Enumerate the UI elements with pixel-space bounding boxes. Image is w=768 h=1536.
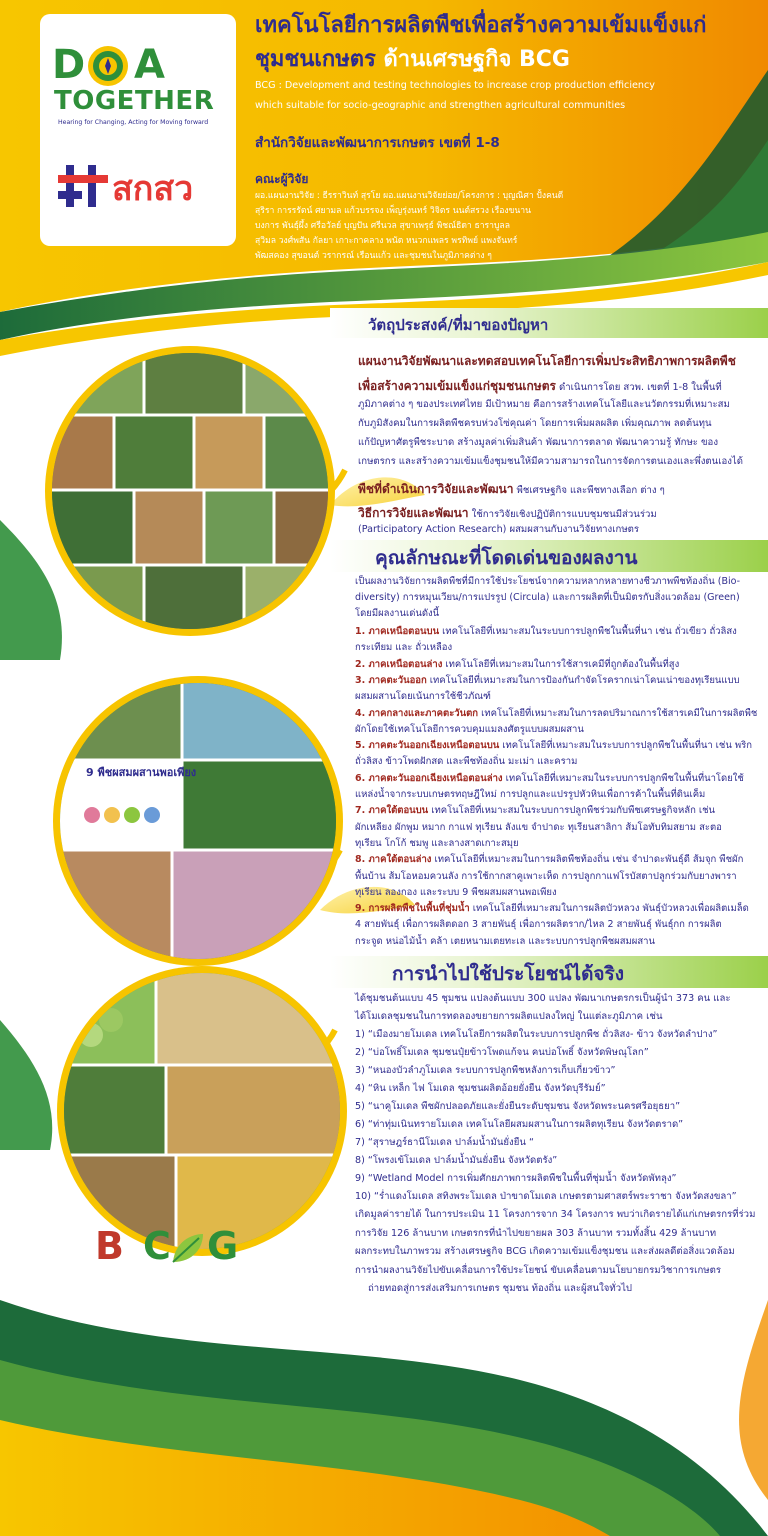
applications-heading: การนำไปใช้ประโยชน์ได้จริง bbox=[392, 963, 625, 985]
feature-item-line bbox=[355, 852, 755, 868]
features-heading: คุณลักษณะที่โดดเด่นของผลงาน bbox=[375, 547, 638, 569]
impact-line: การวิจัย 126 ล้านบาท เกษตรกรที่นำไปขยายผล 303 ล้านบาท รวมทั้งสิ้น 429 ล้านบาท bbox=[355, 1227, 717, 1239]
organization-name: สำนักวิจัยและพัฒนาการเกษตร เขตที่ 1-8 bbox=[255, 135, 500, 151]
feature-item-label: 5. ภาคตะวันออกเฉียงเหนือตอนบน bbox=[355, 740, 500, 752]
bcg-letter-b: B bbox=[95, 1224, 124, 1268]
tsri-mark-icon bbox=[58, 161, 108, 211]
feature-item-text: เทคโนโลยีที่เหมาะสมในระบบการปลูกพืชในพื้นที่นาโดยใช้ bbox=[502, 772, 744, 784]
feature-item-line bbox=[355, 722, 755, 738]
feature-item-text: เทคโนโลยีที่เหมาะสมในการผลิตบัวหลวง พันธุ์บัวหลวงเพื่อผลิตเมล็ด bbox=[469, 903, 749, 915]
feature-item-line bbox=[355, 869, 755, 885]
feature-item-line bbox=[355, 640, 755, 656]
objective-body-line: แก้ปัญหาศัตรูพืชระบาด สร้างมูลค่าเพิ่มสินค้า พัฒนาการตลาด พัฒนาความรู้ ทักษะ ของ bbox=[358, 437, 718, 448]
feature-item-text: 4 สายพันธุ์ เพื่อการผลิตดอก 3 สายพันธุ์ เพื่อการผลิตราก/ไหล 2 สายพันธุ์ พันธุ์กก การผลิต bbox=[355, 919, 722, 931]
crops-text: พืชเศรษฐกิจ และพืชทางเลือก ต่าง ๆ bbox=[513, 485, 665, 496]
feature-item-label: 1. ภาคเหนือตอนบน bbox=[355, 626, 440, 637]
crops-label: พืชที่ดำเนินการวิจัยและพัฒนา bbox=[358, 482, 514, 496]
doa-letter-d: D bbox=[52, 42, 86, 88]
feature-item-text: เทคโนโลยีที่เหมาะสมในระบบการปลูกพืชในพื้นที่นา เช่น พริก bbox=[499, 740, 753, 752]
feature-item-line bbox=[355, 771, 755, 787]
team-line: ผอ.แผนงานวิจัย : ธีรราวินท์ สุรโย ผอ.แผนงานวิจัยย่อย/โครงการ : บุญณิศา ปั้งคนดี bbox=[255, 191, 564, 201]
feature-item-text: กระจูด หน่อไม้น้ำ คล้า เตยหนามเตยทะเล และระบบการปลูกพืชผสมผสาน bbox=[355, 935, 656, 947]
feature-item-text: ทุเรียน โกโก้ ชมพู และลางสาดเกาะสมุย bbox=[355, 837, 519, 849]
community-model-item: 7) “สุราษฎร์ธานีโมเดล ปาล์มน้ำมันยั่งยืน “ bbox=[355, 1137, 534, 1148]
feature-item-line bbox=[355, 754, 755, 770]
bcg-logo bbox=[95, 1224, 265, 1274]
community-model-item: 6) “ท่าทุ่มเนินทรายโมเดล เทคโนโลยีผสมผสานในการผลิตทุเรียน จังหวัดตราด” bbox=[355, 1119, 684, 1130]
feature-item-text: ผักโดยใช้เทคโนโลยีการควบคุมแมลงศัตรูแบบผสมผสาน bbox=[355, 723, 584, 735]
poster-9-crops-label: 9 พืชผสมผสานพอเพียง bbox=[86, 766, 197, 779]
feature-item-text: เทคโนโลยีที่เหมาะสมในระบบการปลูกพืชร่วมกับพืชเศรษฐกิจหลัก เช่น bbox=[428, 805, 716, 817]
feature-item-line bbox=[355, 738, 755, 754]
feature-item-line bbox=[355, 917, 755, 933]
feature-item-label: 8. ภาคใต้ตอนล่าง bbox=[355, 854, 432, 866]
objective-lead-2 bbox=[358, 375, 722, 397]
features-intro-line: diversity) การหมุนเวียน/การแปรรูป (Circula) และการผลิตที่เป็นมิตรกับสิ่งแวดล้อม (Green) bbox=[355, 592, 740, 603]
community-model-item: 4) “หิน เหล็ก ไฟ โมเดล ชุมชนผลิตอ้อยยั่งยืน จังหวัดบุรีรัมย์” bbox=[355, 1083, 606, 1094]
poster-title-line1: เทคโนโลยีการผลิตพืชเพื่อสร้างความเข้มแข็งแก่ bbox=[255, 13, 707, 38]
feature-item-text: แหล่งน้ำจากระบบเกษตรทฤษฎีใหม่ การปลูกและแปรรูปหัวหินเพื่อการค้าในพื้นที่ดินเค็ม bbox=[355, 789, 706, 800]
photo-circle-1 bbox=[44, 345, 336, 637]
feature-item-line bbox=[355, 934, 755, 950]
feature-item-label: 6. ภาคตะวันออกเฉียงเหนือตอนล่าง bbox=[355, 772, 503, 784]
applications-intro-line: ได้โมเดลชุมชนในการทดลองขยายการผลิตแปลงใหญ่ ในแต่ละภูมิภาค เช่น bbox=[355, 1011, 663, 1022]
doa-letter-a: A bbox=[134, 42, 165, 88]
objective-lead-2-tail: ดำเนินการโดย สวพ. เขตที่ 1-8 ในพื้นที่ bbox=[555, 382, 722, 393]
community-model-item: 9) “Wetland Model การเพิ่มศักยภาพการผลิตพืชในพื้นที่ชุ่มน้ำ จังหวัดพัทลุง” bbox=[355, 1173, 677, 1184]
feature-item-text: ถั่วลิสง ข้าวโพดฝักสด และพืชท้องถิ่น มะเม่า และคราม bbox=[355, 756, 578, 768]
poster-title-bcg: ด้านเศรษฐกิจ BCG bbox=[383, 47, 570, 72]
objective-body-line: กับภูมิสังคมในการผลิตพืชครบห่วงโซ่คุณค่า โดยการเพิ่มผลผลิต เพิ่มคุณภาพ ลดต้นทุน bbox=[358, 418, 712, 429]
tsri-logo bbox=[58, 157, 228, 217]
feature-item-label: 2. ภาคเหนือตอนล่าง bbox=[355, 658, 443, 670]
bcg-leaf-icon bbox=[169, 1230, 205, 1266]
feature-item-line bbox=[355, 624, 755, 640]
team-line: พัฒสคอง สุขอนต์ วรากรณ์ เรือนแก้ว และชุมชนในภูมิภาคต่าง ๆ bbox=[255, 251, 492, 261]
research-team-heading: คณะผู้วิจัย bbox=[255, 172, 309, 186]
doa-seal-icon bbox=[86, 44, 130, 88]
doa-together-logo bbox=[52, 42, 232, 90]
feature-item-text: ผักเหลียง ผักพูม หมาก กาแฟ ทุเรียน ลังแข จำปาดะ ทุเรียนสาลิกา ส้มโอทับทิมสยาม สะตอ bbox=[355, 821, 722, 833]
team-line: สุริรา การรรัตน์ ศยามล แก้วบรรจง เพ็ญรุ่งนทร์ วิจิตร นนต์สรวง เรืองขนาน bbox=[255, 206, 532, 216]
team-line: บงการ พันธุ์ผึ้ง ศรีอวัลย์ บุญปัน ศรีนวล สุขาเพรุธ์ พิชณ์ธิดา ธาราบูลล bbox=[255, 221, 510, 231]
feature-item-text: เทคโนโลยีที่เหมาะสมในการลดปริมาณการใช้สารเคมีในการผลิตพืช bbox=[478, 707, 758, 719]
community-model-item: 2) “บ่อโพธิ์โมเดล ชุมชนปุ๋ยข้าวโพดแก้จน คนบ่อโพธิ์ จังหวัดพิษณุโลก” bbox=[355, 1047, 649, 1058]
method-label: วิธีการวิจัยและพัฒนา bbox=[358, 506, 469, 520]
features-intro-line: โดยมีผลงานเด่นดังนี้ bbox=[355, 608, 440, 619]
objective-lead-2-bold: เพื่อสร้างความเข้มแข็งแก่ชุมชนเกษตร bbox=[358, 379, 556, 393]
feature-item-text: กระเทียม และ ถั่วเหลือง bbox=[355, 642, 453, 654]
objective-body-line: ภูมิภาคต่าง ๆ ของประเทศไทย มีเป้าหมาย คือการสร้างเทคโนโลยีและนวัตกรรมที่เหมาะสม bbox=[358, 399, 730, 410]
photo-circle-2 bbox=[52, 675, 344, 967]
feature-item-text: พื้นบ้าน ส้มโอหอมควนลัง การใช้กากสาคูเพาะเห็ด การปลูกกาแฟโรบัสตาปลูกร่วมกับยางพารา bbox=[355, 870, 737, 882]
together-wordmark: TOGETHER bbox=[54, 86, 215, 116]
poster-title-line2 bbox=[255, 46, 570, 74]
crops-line bbox=[358, 478, 665, 500]
feature-item-line bbox=[355, 673, 755, 689]
bcg-letter-g: G bbox=[207, 1224, 239, 1268]
method-text: ใช้การวิจัยเชิงปฏิบัติการแบบชุมชนมีส่วนร่วม bbox=[468, 509, 657, 520]
bcg-letter-c: C bbox=[143, 1224, 171, 1268]
feature-item-line bbox=[355, 885, 755, 901]
feature-item-text: เทคโนโลยีที่เหมาะสมในการใช้สารเคมีที่ถูกต้องในพื้นที่สูง bbox=[442, 658, 680, 670]
impact-line: ผลกระทบในภาพรวม สร้างเศรษฐกิจ BCG เกิดความเข้มแข็งชุมชน และส่งผลดีต่อสิ่งแวดล้อม bbox=[355, 1246, 735, 1257]
feature-item-text: ผสมผสานโดยเน้นการใช้ชีวภัณฑ์ bbox=[355, 691, 491, 703]
method-line bbox=[358, 502, 657, 524]
feature-item-line bbox=[355, 820, 755, 836]
subtitle-en-line2: which suitable for socio-geographic and strengthen agricultural communities bbox=[255, 100, 626, 111]
feature-item-line bbox=[355, 787, 755, 803]
impact-line: การนำผลงานวิจัยไปขับเคลื่อนการใช้ประโยชน์ ขับเคลื่อนตามนโยบายกรมวิชาการเกษตร bbox=[355, 1264, 721, 1276]
feature-item-text: ทุเรียน ลองกอง และระบบ 9 พืชผสมผสานพอเพียง bbox=[355, 886, 557, 898]
feature-item-label: 3. ภาคตะวันออก bbox=[355, 674, 427, 686]
team-line: สุวิมล วงศ์พสัน กัลยา เกาะกาคลาง พนัด หนวกแพลร พรทิพย์ แพงจันทร์ bbox=[255, 236, 518, 246]
photo-circle-3 bbox=[56, 965, 348, 1257]
feature-item-label: 4. ภาคกลางและภาคตะวันตก bbox=[355, 707, 479, 719]
feature-item-line bbox=[355, 706, 758, 722]
feature-item-label: 9. การผลิตพืชในพื้นที่ชุ่มน้ำ bbox=[355, 903, 470, 915]
objective-heading: วัตถุประสงค์/ที่มาของปัญหา bbox=[368, 316, 549, 334]
feature-item-line bbox=[355, 836, 755, 852]
community-model-item: 1) “เมืองมายโมเดล เทคโนโลยีการผลิตในระบบการปลูกพืช ถั่วลิสง- ข้าว จังหวัดลำปาง” bbox=[355, 1029, 718, 1040]
impact-line: เกิดมูลค่ารายได้ ในการประเมิน 11 โครงการจาก 34 โครงการ พบว่าเกิดรายได้แก่เกษตรกรที่ร่วม bbox=[355, 1209, 756, 1220]
tsri-wordmark: สกสว bbox=[112, 169, 194, 209]
community-model-item: 3) “หนองบัวลำภูโมเดล ระบบการปลูกพืชหลังการเก็บเกี่ยวข้าว” bbox=[355, 1065, 616, 1076]
logo-tagline: Hearing for Changing, Acting for Moving forward bbox=[58, 119, 209, 126]
feature-item-label: 7. ภาคใต้ตอนบน bbox=[355, 805, 429, 817]
feature-item-text: เทคโนโลยีที่เหมาะสมในการป้องกันกำจัดโรครากเน่าโคนเน่าของทุเรียนแบบ bbox=[426, 674, 740, 686]
feature-item-line bbox=[355, 689, 755, 705]
method-text-2: (Participatory Action Research) ผสมผสานกับงานวิจัยทางเกษตร bbox=[358, 524, 640, 535]
objective-body-line: เกษตรกร และสร้างความเข้มแข็งชุมชนให้มีความสามารถในการจัดการตนเองและพึ่งตนเองได้ bbox=[358, 456, 743, 467]
impact-line: ถ่ายทอดสู่การส่งเสริมการเกษตร ชุมชน ท้องถิ่น และผู้สนใจทั่วไป bbox=[368, 1283, 633, 1294]
community-model-item: 5) “นาคูโมเดล พืชผักปลอดภัยและยั่งยืนระดับชุมชน จังหวัดพระนครศรีอยุธยา” bbox=[355, 1101, 681, 1112]
features-intro-line: เป็นผลงานวิจัยการผลิตพืชที่มีการใช้ประโยชน์จากความหลากหลายทางชีวภาพพืชท้องถิ่น (Bio- bbox=[355, 576, 741, 587]
poster-title-line2-a: ชุมชนเกษตร bbox=[255, 47, 384, 72]
feature-item-text: เทคโนโลยีที่เหมาะสมในระบบการปลูกพืชในพื้นที่นา เช่น ถั่วเขียว ถั่วลิสง bbox=[439, 626, 737, 637]
objective-lead-1: แผนงานวิจัยพัฒนาและทดสอบเทคโนโลยีการเพิ่มประสิทธิภาพการผลิตพืช bbox=[358, 354, 736, 368]
feature-item-line bbox=[355, 901, 755, 917]
community-model-item: 8) “โพรงเข้โมเดล ปาล์มน้ำมันยั่งยืน จังหวัดตรัง” bbox=[355, 1155, 558, 1166]
feature-item-line bbox=[355, 803, 755, 819]
community-model-item: 10) “ร่ำแดงโมเดล สทิงพระโมเดล ป่าขาดโมเดล เกษตรตามศาสตร์พระราชา จังหวัดสงขลา” bbox=[355, 1191, 737, 1202]
feature-item-text: เทคโนโลยีที่เหมาะสมในการผลิตพืชท้องถิ่น เช่น จำปาดะพันธุ์ดี ส้มจุก พืชผัก bbox=[431, 854, 744, 866]
feature-item-line bbox=[355, 657, 755, 673]
subtitle-en-line1: BCG : Development and testing technologies to increase crop production efficiency bbox=[255, 80, 655, 91]
applications-intro-line: ได้ชุมชนต้นแบบ 45 ชุมชน แปลงต้นแบบ 300 แปลง พัฒนาเกษตรกรเป็นผู้นำ 373 คน และ bbox=[355, 993, 731, 1004]
